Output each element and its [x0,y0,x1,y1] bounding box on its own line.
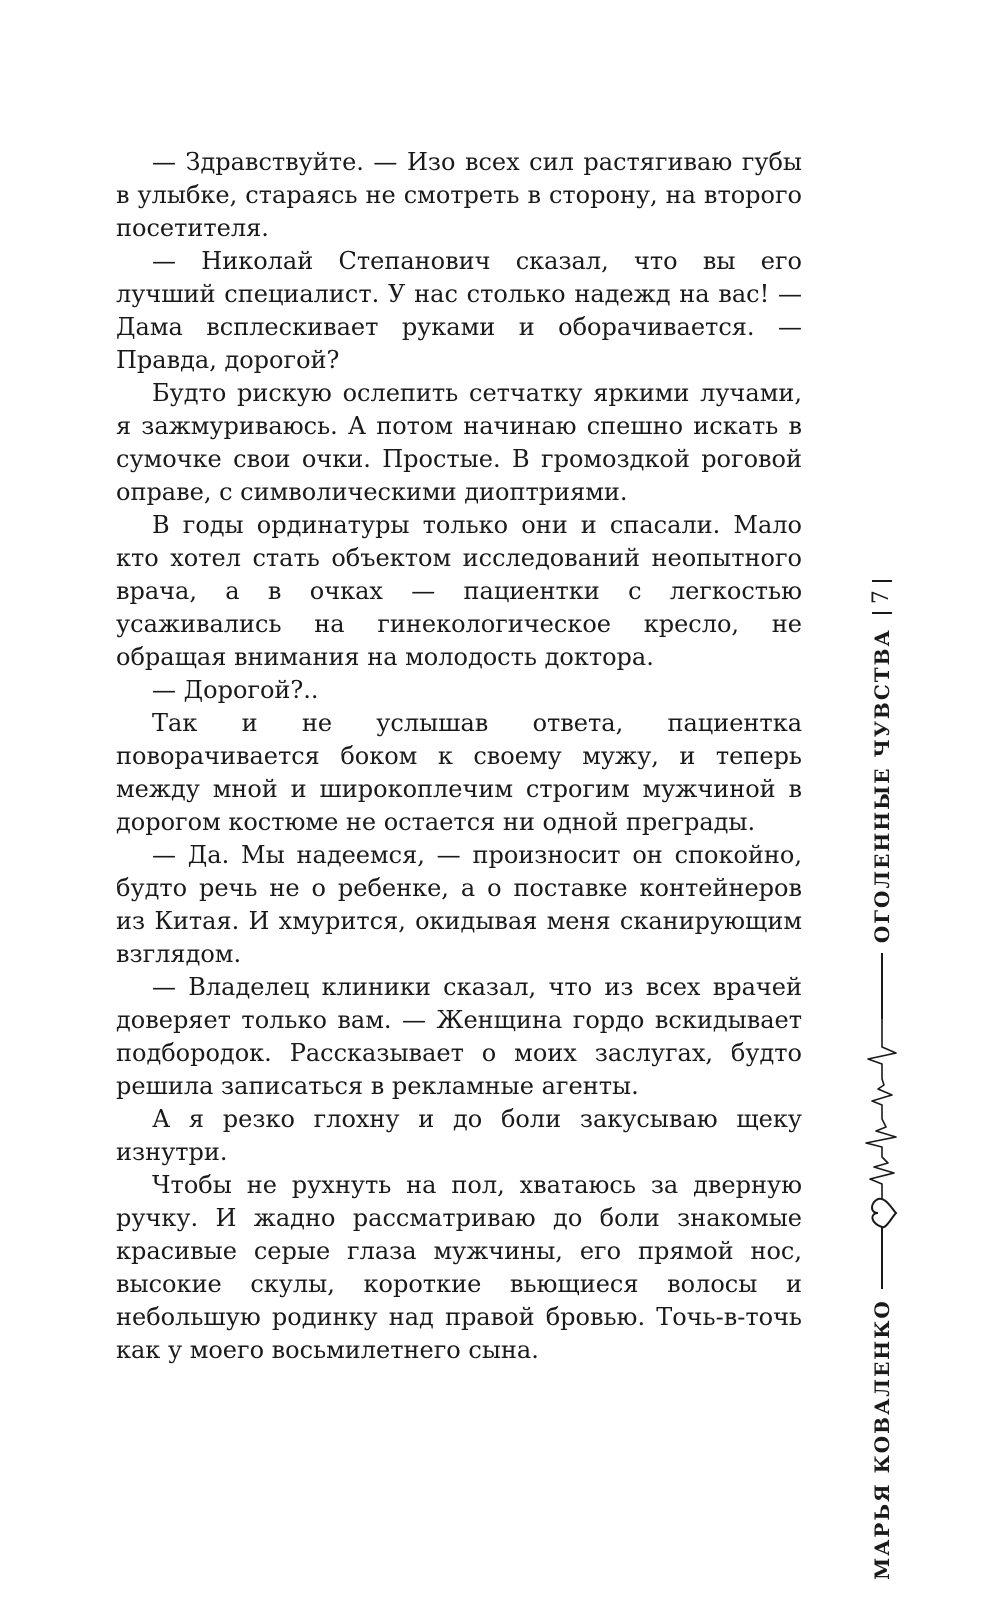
body-text [116,146,802,1367]
paragraph: А я резко глохну и до боли закусываю щеку изнутри. [116,1105,802,1166]
paragraph: Чтобы не рухнуть на пол, хватаюсь за дверную ручку. И жадно рассматриваю до боли знакомые красивые серые глаза мужчины, его прямой нос, высокие скулы, короткие вьющиеся волосы и небольшую родинку над правой бровью. Точь-в-точь как у моего восьмилетнего сына. [116,1171,802,1364]
page-number: 7 [872,580,892,614]
paragraph: Так и не услышав ответа, пациентка поворачивается боком к своему мужу, и теперь между мной и широкоплечим строгим мужчиной в дорогом костюме не остается ни одной преграды. [116,709,802,836]
paragraph: — Николай Степанович сказал, что вы его лучший специалист. У нас столько надежд на вас! — Дама всплескивает руками и оборачивается. — Правда, дорогой? [116,247,802,374]
paragraph: — Дорогой?.. [152,676,319,704]
author-name: МАРЬЯ КОВАЛЕНКО [870,1299,894,1580]
paragraph: — Да. Мы надеемся, — произносит он спокойно, будто речь не о ребенке, а о поставке контейнеров из Китая. И хмурится, окидывая меня сканирующим взглядом. [116,841,802,968]
divider-line [881,953,883,1019]
book-title: ОГОЛЕННЫЕ ЧУВСТВА [870,628,894,944]
running-head [862,480,902,1580]
paragraph: Будто рискую ослепить сетчатку яркими лучами, я зажмуриваюсь. А потом начинаю спешно искать в сумочке свои очки. Простые. В громоздкой роговой оправе, с символическими диоптриями. [116,379,802,506]
paragraph: — Владелец клиники сказал, что из всех врачей доверяет только вам. — Женщина гордо вскидывает подбородок. Рассказывает о моих заслугах, будто решила записаться в рекламные агенты. [116,973,802,1100]
divider-line [881,1239,883,1289]
paragraph: В годы ординатуры только они и спасали. Мало кто хотел стать объектом исследований неопытного врача, а в очках — пациентки с легкостью усаживались на гинекологическое кресло, не обращая внимания на молодость доктора. [116,511,802,671]
paragraph: — Здравствуйте. — Изо всех сил растягиваю губы в улыбке, стараясь не смотреть в сторону, на второго посетителя. [116,148,802,242]
heartbeat-heart-icon [862,1019,902,1239]
